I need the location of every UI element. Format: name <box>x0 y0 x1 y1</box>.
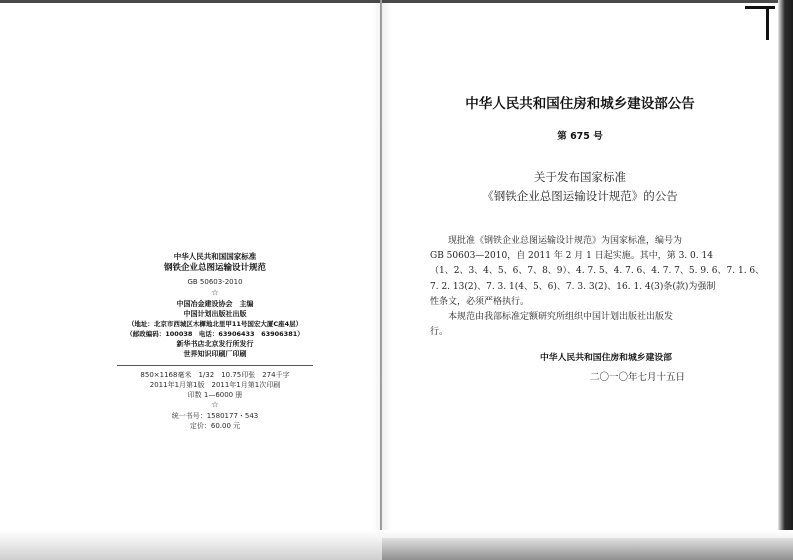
scan-corner-mark <box>745 6 775 9</box>
body-line: 7. 2. 13(2)、7. 3. 1(4、5、6)、7. 3. 3(2)、16. 1. 4(3)条(款)为强制 <box>430 281 716 292</box>
imprint-distributor: 新华书店北京发行所发行 <box>176 340 254 348</box>
body-line: 本规范由我部标准定额研究所组织中国计划出版社出版发 <box>430 312 674 323</box>
imprint-block <box>95 252 335 431</box>
imprint-postal: （邮政编码：100038 电话：63906433 63906381） <box>126 330 304 338</box>
imprint-standard-label: 中华人民共和国国家标准 <box>173 252 257 261</box>
imprint-title: 钢铁企业总图运输设计规范 <box>163 263 266 273</box>
body-line: 现批准《钢铁企业总图运输设计规范》为国家标准，编号为 <box>430 236 683 246</box>
imprint-publisher: 中国计划出版社出版 <box>183 310 247 318</box>
book-spine-shadow <box>372 0 392 560</box>
scan-top-edge <box>0 0 793 3</box>
signature-date: 二〇一〇年七月十五日 <box>590 372 686 383</box>
notice-number: 第 675 号 <box>557 131 603 142</box>
imprint-print-run: 印数 1—6000 册 <box>187 391 243 399</box>
imprint-address: （地址：北京市西城区木樨地北里甲11号国宏大厦C座4层） <box>127 320 303 328</box>
scan-corner-mark-vertical <box>766 6 769 40</box>
body-line: 性条文，必须严格执行。 <box>430 296 530 307</box>
imprint-star-divider: ☆ <box>211 288 219 297</box>
scan-right-edge <box>778 0 793 560</box>
scan-bottom-shadow <box>382 538 793 560</box>
body-line: 行。 <box>430 327 449 338</box>
imprint-isbn: 统一书号：1580177・543 <box>171 412 259 420</box>
imprint-price: 定价：60.00 元 <box>189 422 241 430</box>
imprint-code: GB 50603-2010 <box>187 278 243 286</box>
book-spine <box>380 0 382 560</box>
imprint-format: 850×1168毫米 1/32 10.75印张 274千字 <box>140 371 290 379</box>
notice-subject <box>382 168 778 206</box>
imprint-printer: 世界知识印刷厂印刷 <box>183 350 247 358</box>
signature-organization: 中华人民共和国住房和城乡建设部 <box>540 353 672 363</box>
imprint-edition: 2011年1月第1版 2011年1月第1次印刷 <box>149 381 281 389</box>
body-line: GB 50603—2010，自 2011 年 2 月 1 日起实施。其中，第 3. 0. 14 <box>430 251 713 262</box>
imprint-star-divider-2: ☆ <box>211 400 219 409</box>
subject-line-2: 《钢铁企业总图运输设计规范》的公告 <box>482 189 678 203</box>
imprint-rule <box>117 365 313 366</box>
body-line: （1、2、3、4、5、6、7、8、9）、4. 7. 5、4. 7. 6、4. 7. 7、5. 9. 6、7. 1. 6、 <box>430 266 765 277</box>
subject-line-1: 关于发布国家标准 <box>534 170 626 184</box>
imprint-editor: 中国冶金建设协会 主编 <box>176 300 254 308</box>
notice-title: 中华人民共和国住房和城乡建设部公告 <box>465 96 695 112</box>
notice-body <box>430 234 765 340</box>
